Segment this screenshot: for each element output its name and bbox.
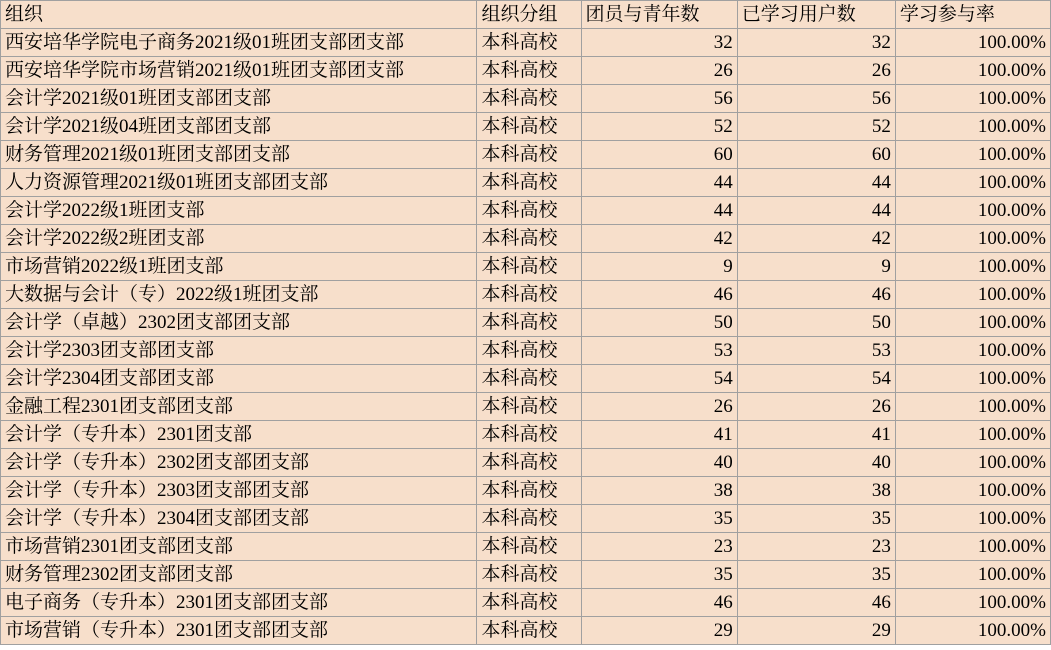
cell-org: 电子商务（专升本）2301团支部团支部 [1,589,477,617]
cell-group: 本科高校 [477,589,581,617]
cell-learned: 46 [737,281,895,309]
cell-learned: 40 [737,449,895,477]
cell-group: 本科高校 [477,449,581,477]
cell-org: 会计学2303团支部团支部 [1,337,477,365]
table-row [1,309,1051,337]
cell-members: 52 [581,113,737,141]
cell-members: 9 [581,253,737,281]
table-row [1,617,1051,645]
cell-group: 本科高校 [477,617,581,645]
cell-learned: 38 [737,477,895,505]
cell-learned: 29 [737,617,895,645]
table-row [1,197,1051,225]
cell-learned: 26 [737,57,895,85]
cell-org: 会计学2022级1班团支部 [1,197,477,225]
cell-org: 人力资源管理2021级01班团支部团支部 [1,169,477,197]
cell-group: 本科高校 [477,421,581,449]
cell-rate: 100.00% [895,477,1050,505]
cell-rate: 100.00% [895,197,1050,225]
table-row [1,57,1051,85]
cell-members: 46 [581,281,737,309]
table-header-row [1,1,1051,29]
cell-group: 本科高校 [477,225,581,253]
cell-members: 40 [581,449,737,477]
cell-rate: 100.00% [895,421,1050,449]
table-row [1,533,1051,561]
cell-group: 本科高校 [477,533,581,561]
cell-members: 60 [581,141,737,169]
cell-org: 会计学2022级2班团支部 [1,225,477,253]
cell-rate: 100.00% [895,225,1050,253]
table-row [1,225,1051,253]
cell-group: 本科高校 [477,337,581,365]
cell-org: 金融工程2301团支部团支部 [1,393,477,421]
table-row [1,365,1051,393]
cell-rate: 100.00% [895,561,1050,589]
table-row [1,561,1051,589]
cell-group: 本科高校 [477,309,581,337]
cell-org: 市场营销2301团支部团支部 [1,533,477,561]
table-row [1,29,1051,57]
cell-org: 市场营销2022级1班团支部 [1,253,477,281]
cell-group: 本科高校 [477,29,581,57]
cell-org: 财务管理2021级01班团支部团支部 [1,141,477,169]
column-header-learned: 已学习用户数 [737,1,895,29]
column-header-members: 团员与青年数 [581,1,737,29]
cell-members: 23 [581,533,737,561]
cell-members: 38 [581,477,737,505]
column-header-rate: 学习参与率 [895,1,1050,29]
column-header-org: 组织 [1,1,477,29]
cell-group: 本科高校 [477,197,581,225]
cell-members: 41 [581,421,737,449]
cell-group: 本科高校 [477,477,581,505]
cell-learned: 54 [737,365,895,393]
cell-members: 29 [581,617,737,645]
cell-members: 44 [581,169,737,197]
table-body [1,29,1051,645]
cell-org: 会计学（专升本）2304团支部团支部 [1,505,477,533]
cell-rate: 100.00% [895,505,1050,533]
cell-learned: 44 [737,197,895,225]
cell-group: 本科高校 [477,505,581,533]
cell-group: 本科高校 [477,393,581,421]
cell-rate: 100.00% [895,281,1050,309]
cell-members: 53 [581,337,737,365]
table-header [1,1,1051,29]
cell-rate: 100.00% [895,253,1050,281]
table-row [1,589,1051,617]
cell-org: 会计学（专升本）2301团支部 [1,421,477,449]
cell-org: 财务管理2302团支部团支部 [1,561,477,589]
cell-members: 42 [581,225,737,253]
cell-members: 32 [581,29,737,57]
cell-members: 35 [581,561,737,589]
cell-rate: 100.00% [895,365,1050,393]
cell-members: 26 [581,393,737,421]
cell-rate: 100.00% [895,113,1050,141]
cell-learned: 41 [737,421,895,449]
table-row [1,337,1051,365]
cell-group: 本科高校 [477,561,581,589]
cell-learned: 50 [737,309,895,337]
cell-rate: 100.00% [895,85,1050,113]
cell-learned: 32 [737,29,895,57]
cell-members: 35 [581,505,737,533]
cell-members: 44 [581,197,737,225]
cell-group: 本科高校 [477,141,581,169]
cell-group: 本科高校 [477,113,581,141]
table-row [1,421,1051,449]
cell-group: 本科高校 [477,365,581,393]
cell-members: 26 [581,57,737,85]
table-row [1,113,1051,141]
table-row [1,281,1051,309]
cell-rate: 100.00% [895,141,1050,169]
cell-learned: 35 [737,505,895,533]
cell-members: 46 [581,589,737,617]
column-header-group: 组织分组 [477,1,581,29]
cell-org: 会计学2021级04班团支部团支部 [1,113,477,141]
cell-rate: 100.00% [895,169,1050,197]
cell-rate: 100.00% [895,337,1050,365]
table-row [1,393,1051,421]
cell-org: 会计学2304团支部团支部 [1,365,477,393]
cell-org: 西安培华学院电子商务2021级01班团支部团支部 [1,29,477,57]
cell-learned: 44 [737,169,895,197]
cell-rate: 100.00% [895,29,1050,57]
cell-learned: 23 [737,533,895,561]
cell-rate: 100.00% [895,533,1050,561]
cell-rate: 100.00% [895,617,1050,645]
cell-group: 本科高校 [477,253,581,281]
cell-members: 50 [581,309,737,337]
cell-learned: 26 [737,393,895,421]
cell-group: 本科高校 [477,281,581,309]
cell-org: 会计学2021级01班团支部团支部 [1,85,477,113]
cell-learned: 53 [737,337,895,365]
cell-rate: 100.00% [895,589,1050,617]
table-row [1,169,1051,197]
cell-org: 会计学（卓越）2302团支部团支部 [1,309,477,337]
cell-learned: 52 [737,113,895,141]
cell-org: 西安培华学院市场营销2021级01班团支部团支部 [1,57,477,85]
table-row [1,477,1051,505]
cell-org: 会计学（专升本）2302团支部团支部 [1,449,477,477]
cell-learned: 60 [737,141,895,169]
cell-group: 本科高校 [477,169,581,197]
cell-org: 市场营销（专升本）2301团支部团支部 [1,617,477,645]
cell-learned: 9 [737,253,895,281]
cell-rate: 100.00% [895,449,1050,477]
table-row [1,505,1051,533]
cell-rate: 100.00% [895,57,1050,85]
cell-rate: 100.00% [895,393,1050,421]
cell-group: 本科高校 [477,85,581,113]
table-row [1,141,1051,169]
cell-org: 大数据与会计（专）2022级1班团支部 [1,281,477,309]
cell-learned: 46 [737,589,895,617]
table-row [1,85,1051,113]
cell-learned: 42 [737,225,895,253]
cell-group: 本科高校 [477,57,581,85]
cell-learned: 56 [737,85,895,113]
cell-org: 会计学（专升本）2303团支部团支部 [1,477,477,505]
cell-members: 54 [581,365,737,393]
table-row [1,253,1051,281]
cell-members: 56 [581,85,737,113]
table-row [1,449,1051,477]
cell-rate: 100.00% [895,309,1050,337]
cell-learned: 35 [737,561,895,589]
